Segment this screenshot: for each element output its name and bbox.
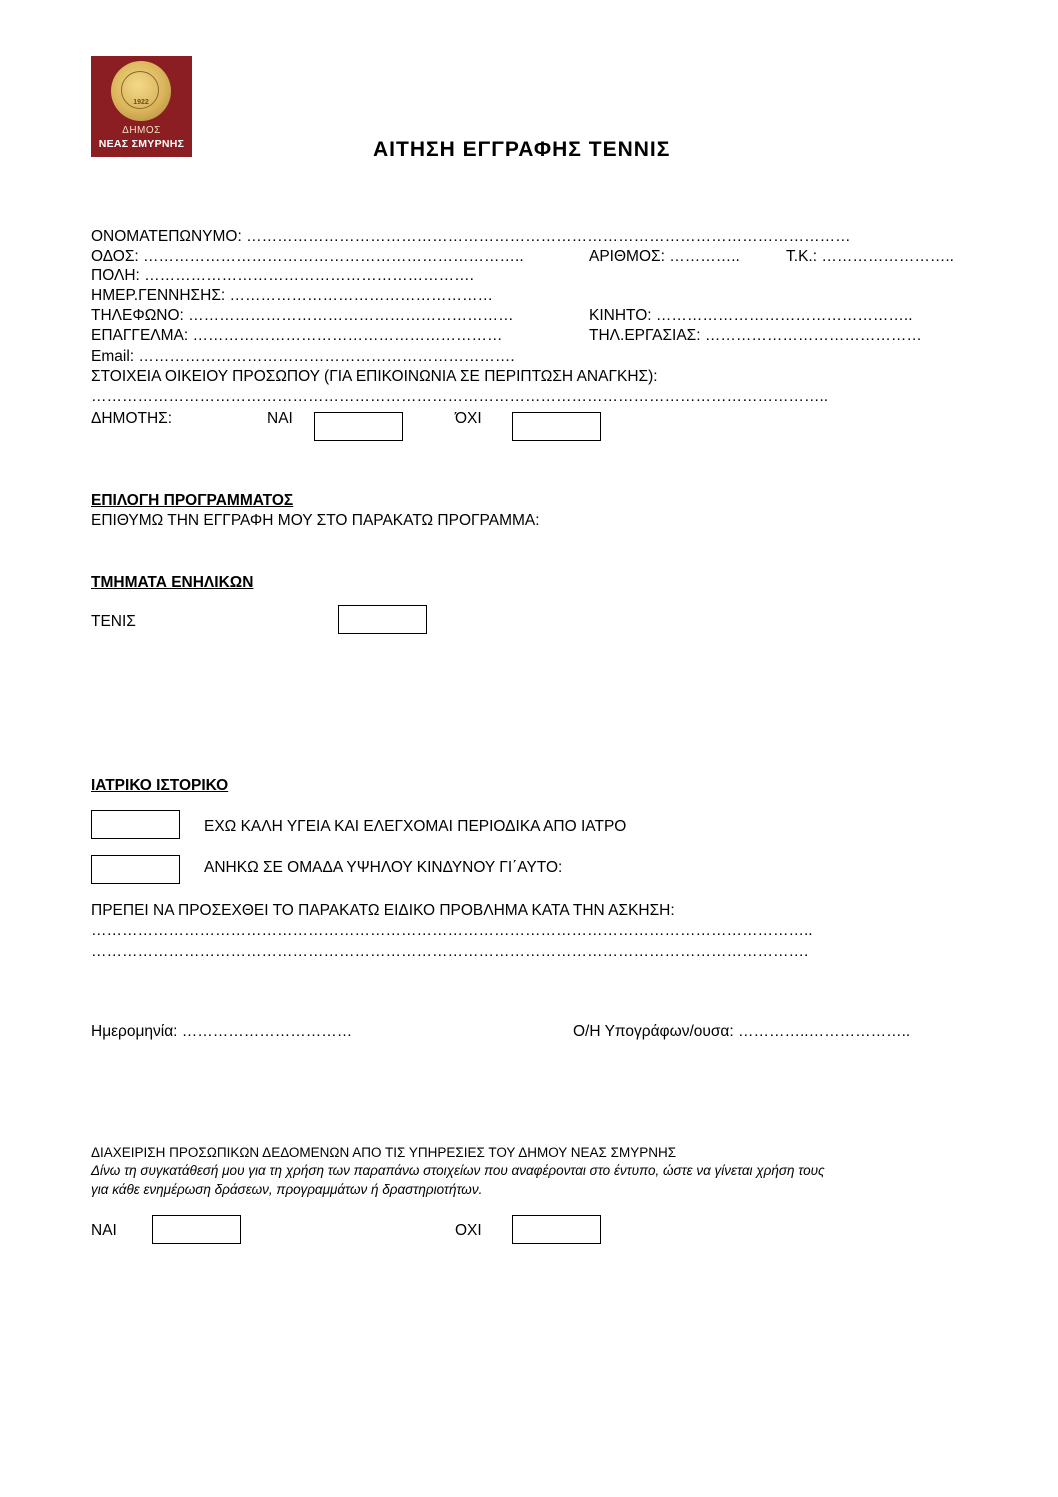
- resident-label: ΔΗΜΟΤΗΣ:: [91, 410, 173, 427]
- gdpr-yes-label: ΝΑΙ: [91, 1222, 117, 1239]
- gdpr-heading: ΔΙΑΧΕΙΡΙΣΗ ΠΡΟΣΩΠΙΚΩΝ ΔΕΔΟΜΕΝΩΝ ΑΠΟ ΤΙΣ ΥΠΗΡΕΣΙΕΣ ΤΟΥ ΔΗΜΟΥ ΝΕΑΣ ΣΜΥΡΝΗΣ: [91, 1145, 677, 1160]
- special-problem-line-1[interactable]: …………………………………………………………………………………………………………………………..: [91, 922, 813, 939]
- phone-field[interactable]: ΤΗΛΕΦΩΝΟ: ………………………………………………………: [91, 307, 514, 324]
- name-field[interactable]: ΟΝΟΜΑΤΕΠΩΝΥΜΟ: ………………………………………………………………………………………………………: [91, 228, 851, 245]
- seal-icon: 1922: [111, 61, 171, 121]
- profession-field[interactable]: ΕΠΑΓΓΕΛΜΑ: ……………………………………………………: [91, 327, 503, 344]
- medical-heading: ΙΑΤΡΙΚΟ ΙΣΤΟΡΙΚΟ: [91, 777, 229, 794]
- healthy-checkbox[interactable]: [91, 810, 180, 839]
- municipality-logo: [91, 56, 192, 157]
- zip-field[interactable]: Τ.Κ.: ……………………..: [786, 248, 954, 265]
- logo-line-2: ΝΕΑΣ ΣΜΥΡΝΗΣ: [98, 138, 185, 150]
- tennis-label: ΤΕΝΙΣ: [91, 613, 136, 630]
- adults-heading: ΤΜΗΜΑΤΑ ΕΝΗΛΙΚΩΝ: [91, 574, 254, 591]
- resident-yes-checkbox[interactable]: [314, 412, 403, 441]
- mobile-field[interactable]: ΚΙΝΗΤΟ: …………………………………………..: [589, 307, 913, 324]
- gdpr-no-label: ΟΧΙ: [455, 1222, 482, 1239]
- relative-contact-label: ΣΤΟΙΧΕΙΑ ΟΙΚΕΙΟΥ ΠΡΟΣΩΠΟΥ (ΓΙΑ ΕΠΙΚΟΙΝΩΝΙΑ ΣΕ ΠΕΡΙΠΤΩΣΗ ΑΝΑΓΚΗΣ):: [91, 368, 658, 385]
- high-risk-checkbox[interactable]: [91, 855, 180, 884]
- high-risk-label: ΑΝΗΚΩ ΣΕ ΟΜΑΔΑ ΥΨΗΛΟΥ ΚΙΝΔΥΝΟΥ ΓΙ΄ΑΥΤΟ:: [204, 859, 563, 876]
- gdpr-yes-checkbox[interactable]: [152, 1215, 241, 1244]
- gdpr-text-line-1: Δίνω τη συγκατάθεσή μου για τη χρήση των παραπάνω στοιχείων που αναφέρονται στο έντυπο, ώστε να γίνεται χρήση τους: [91, 1163, 825, 1178]
- special-problem-label: ΠΡΕΠΕΙ ΝΑ ΠΡΟΣΕΧΘΕΙ ΤΟ ΠΑΡΑΚΑΤΩ ΕΙΔΙΚΟ ΠΡΟΒΛΗΜΑ ΚΑΤΑ ΤΗΝ ΑΣΚΗΣΗ:: [91, 902, 675, 919]
- email-field[interactable]: Email: ……………………………………………………………….: [91, 348, 515, 365]
- gdpr-no-checkbox[interactable]: [512, 1215, 601, 1244]
- program-heading: ΕΠΙΛΟΓΗ ΠΡΟΓΡΑΜΜΑΤΟΣ: [91, 492, 294, 509]
- tennis-checkbox[interactable]: [338, 605, 427, 634]
- date-field[interactable]: Ημερομηνία: ……………………………: [91, 1023, 353, 1040]
- program-subtext: ΕΠΙΘΥΜΩ ΤΗΝ ΕΓΓΡΑΦΗ ΜΟΥ ΣΤΟ ΠΑΡΑΚΑΤΩ ΠΡΟΓΡΑΜΜΑ:: [91, 512, 540, 529]
- birthdate-field[interactable]: ΗΜΕΡ.ΓΕΝΝΗΣΗΣ: ……………………………………………: [91, 287, 494, 304]
- signature-field[interactable]: Ο/Η Υπογράφων/ουσα: …………..………………..: [573, 1023, 911, 1040]
- resident-no-checkbox[interactable]: [512, 412, 601, 441]
- city-field[interactable]: ΠΟΛΗ: ……………………………………………………….: [91, 267, 474, 284]
- work-phone-field[interactable]: ΤΗΛ.ΕΡΓΑΣΙΑΣ: ……………………………………: [589, 327, 922, 344]
- page-title: ΑΙΤΗΣΗ ΕΓΓΡΑΦΗΣ ΤΕΝΝΙΣ: [373, 138, 671, 161]
- logo-line-1: ΔΗΜΟΣ: [122, 125, 161, 136]
- street-field[interactable]: ΟΔΟΣ: ………………………………………………………………..: [91, 248, 524, 265]
- number-field[interactable]: ΑΡΙΘΜΟΣ: …………..: [589, 248, 740, 265]
- resident-no-label: ΌΧΙ: [455, 410, 482, 427]
- special-problem-line-2[interactable]: ………………………………………………………………………………………………………………………….: [91, 943, 809, 960]
- gdpr-text-line-2: για κάθε ενημέρωση δράσεων, προγραμμάτων ή δραστηριοτήτων.: [91, 1182, 483, 1197]
- healthy-label: ΕΧΩ ΚΑΛΗ ΥΓΕΙΑ ΚΑΙ ΕΛΕΓΧΟΜΑΙ ΠΕΡΙΟΔΙΚΑ ΑΠΟ ΙΑΤΡΟ: [204, 818, 627, 835]
- relative-contact-field[interactable]: ……………………………………………………………………………………………………………………………..: [91, 388, 829, 405]
- resident-yes-label: ΝΑΙ: [267, 410, 293, 427]
